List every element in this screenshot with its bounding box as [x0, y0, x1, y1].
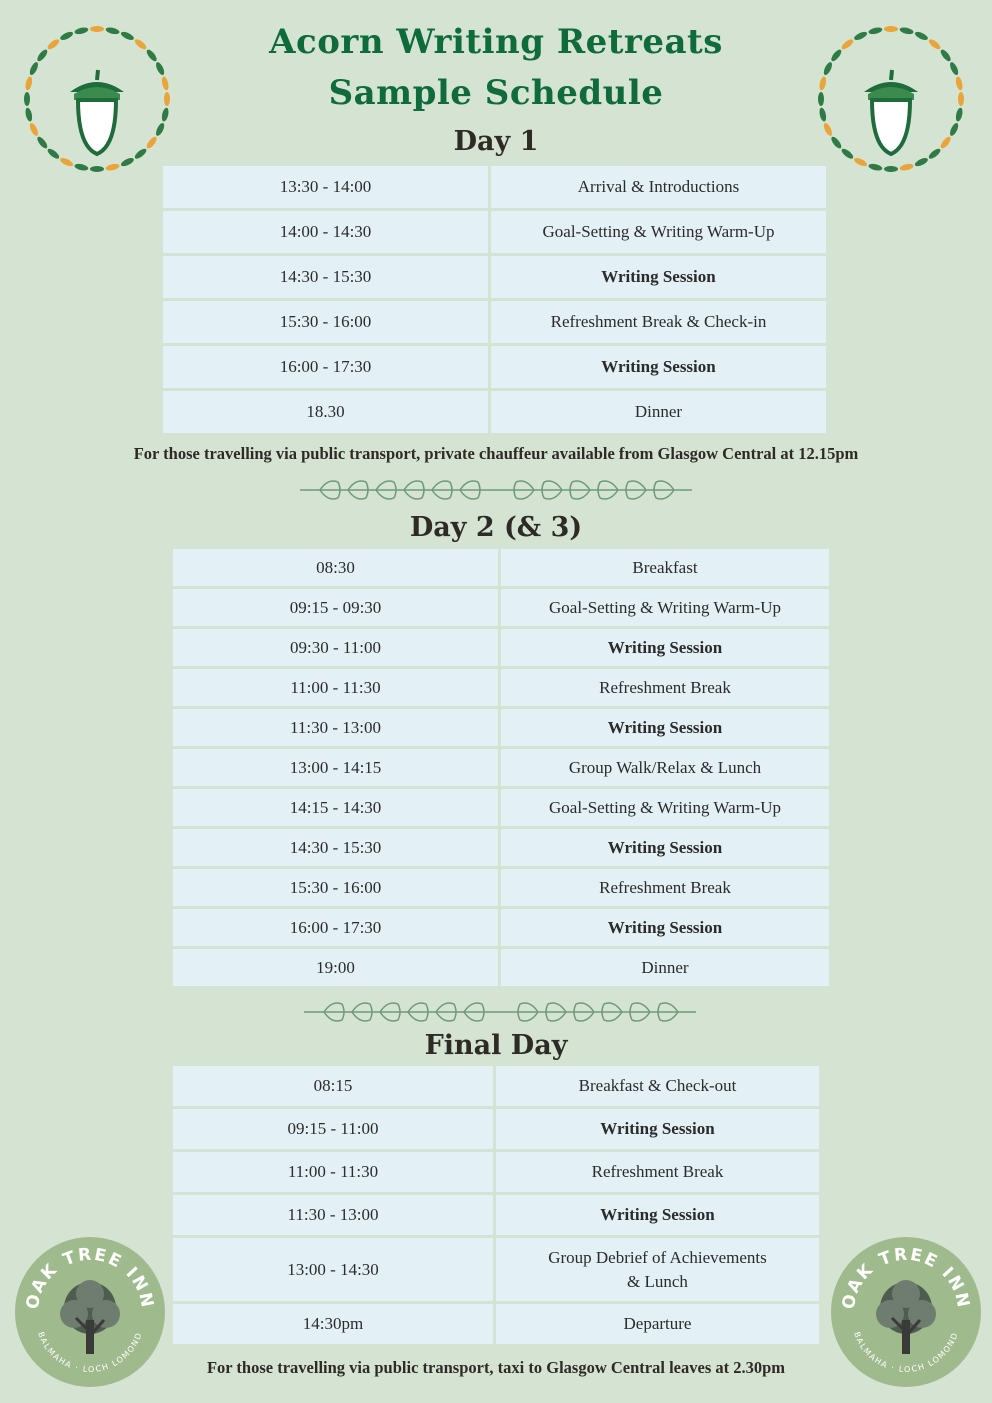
table-row: [173, 829, 829, 866]
table-row: [173, 629, 829, 666]
activity-cell: Writing Session: [496, 1109, 819, 1149]
time-cell: 13:00 - 14:15: [173, 749, 498, 786]
activity-cell: Breakfast & Check-out: [496, 1066, 819, 1106]
table-row: [173, 909, 829, 946]
table-row: [173, 709, 829, 746]
time-cell: 11:30 - 13:00: [173, 1195, 493, 1235]
activity-cell: Refreshment Break: [501, 869, 829, 906]
table-row: [173, 1195, 819, 1235]
activity-cell: Refreshment Break: [496, 1152, 819, 1192]
table-row: [163, 211, 826, 253]
page-title-line1: Acorn Writing Retreats: [269, 22, 723, 62]
time-cell: 16:00 - 17:30: [173, 909, 498, 946]
final-transport-note: For those travelling via public transport, taxi to Glasgow Central leaves at 2.30pm: [206, 1358, 786, 1377]
time-cell: 13:30 - 14:00: [163, 166, 488, 208]
activity-cell: Goal-Setting & Writing Warm-Up: [501, 589, 829, 626]
table-row: [163, 391, 826, 433]
oak-tree-inn-logo: [14, 1236, 166, 1388]
day1-transport-note: For those travelling via public transport, private chauffeur available from Glasgow Central at 12.15pm: [133, 444, 859, 463]
activity-cell: Refreshment Break & Check-in: [491, 301, 826, 343]
activity-cell: Goal-Setting & Writing Warm-Up: [491, 211, 826, 253]
time-cell: 11:00 - 11:30: [173, 669, 498, 706]
activity-cell: Goal-Setting & Writing Warm-Up: [501, 789, 829, 826]
time-cell: 14:15 - 14:30: [173, 789, 498, 826]
time-cell: 09:30 - 11:00: [173, 629, 498, 666]
table-row: [173, 589, 829, 626]
activity-cell: Dinner: [491, 391, 826, 433]
page-title-line2: Sample Schedule: [328, 73, 664, 113]
time-cell: 14:00 - 14:30: [163, 211, 488, 253]
activity-cell: Refreshment Break: [501, 669, 829, 706]
time-cell: 16:00 - 17:30: [163, 346, 488, 388]
leaf-vine-divider-icon: [296, 476, 696, 504]
leaf-vine-divider-icon: [300, 998, 700, 1026]
time-cell: 18.30: [163, 391, 488, 433]
activity-cell: Group Walk/Relax & Lunch: [501, 749, 829, 786]
time-cell: 09:15 - 09:30: [173, 589, 498, 626]
time-cell: 08:30: [173, 549, 498, 586]
activity-cell: Breakfast: [501, 549, 829, 586]
time-cell: 14:30 - 15:30: [163, 256, 488, 298]
activity-cell: Departure: [496, 1304, 819, 1344]
day1-heading: Day 1: [453, 126, 539, 157]
time-cell: 08:15: [173, 1066, 493, 1106]
activity-cell: Dinner: [501, 949, 829, 986]
time-cell: 15:30 - 16:00: [163, 301, 488, 343]
svg-text:BALMAHA · LOCH LOMOND: BALMAHA · LOCH LOMOND: [36, 1330, 144, 1375]
time-cell: 14:30pm: [173, 1304, 493, 1344]
activity-cell: Writing Session: [501, 709, 829, 746]
activity-cell: Writing Session: [501, 829, 829, 866]
table-row: [173, 1304, 819, 1344]
table-row: [173, 949, 829, 986]
table-row: [173, 549, 829, 586]
table-row: [173, 749, 829, 786]
svg-text:OAK TREE INN: OAK TREE INN: [838, 1244, 974, 1311]
day2-heading: Day 2 (& 3): [409, 512, 583, 543]
svg-text:BALMAHA · LOCH LOMOND: BALMAHA · LOCH LOMOND: [852, 1330, 960, 1375]
table-row: [173, 1066, 819, 1106]
activity-cell: Group Debrief of Achievements & Lunch: [496, 1238, 819, 1301]
final-day-schedule-table: [173, 1066, 819, 1344]
time-cell: 13:00 - 14:30: [173, 1238, 493, 1301]
table-row: [173, 669, 829, 706]
svg-text:OAK TREE INN: OAK TREE INN: [22, 1244, 158, 1311]
day1-schedule-table: [163, 166, 826, 433]
time-cell: 09:15 - 11:00: [173, 1109, 493, 1149]
activity-cell: Writing Session: [496, 1195, 819, 1235]
activity-cell: Writing Session: [491, 346, 826, 388]
time-cell: 11:30 - 13:00: [173, 709, 498, 746]
table-row: [173, 1238, 819, 1301]
activity-cell: Arrival & Introductions: [491, 166, 826, 208]
table-row: [163, 256, 826, 298]
table-row: [173, 1109, 819, 1149]
oak-tree-inn-logo: [830, 1236, 982, 1388]
table-row: [163, 346, 826, 388]
day2-schedule-table: [173, 549, 829, 986]
activity-cell: Writing Session: [501, 909, 829, 946]
table-row: [163, 301, 826, 343]
final-day-heading: Final Day: [424, 1030, 568, 1061]
time-cell: 11:00 - 11:30: [173, 1152, 493, 1192]
activity-cell: Writing Session: [501, 629, 829, 666]
table-row: [173, 869, 829, 906]
time-cell: 14:30 - 15:30: [173, 829, 498, 866]
table-row: [173, 1152, 819, 1192]
table-row: [173, 789, 829, 826]
table-row: [163, 166, 826, 208]
time-cell: 15:30 - 16:00: [173, 869, 498, 906]
time-cell: 19:00: [173, 949, 498, 986]
activity-cell: Writing Session: [491, 256, 826, 298]
